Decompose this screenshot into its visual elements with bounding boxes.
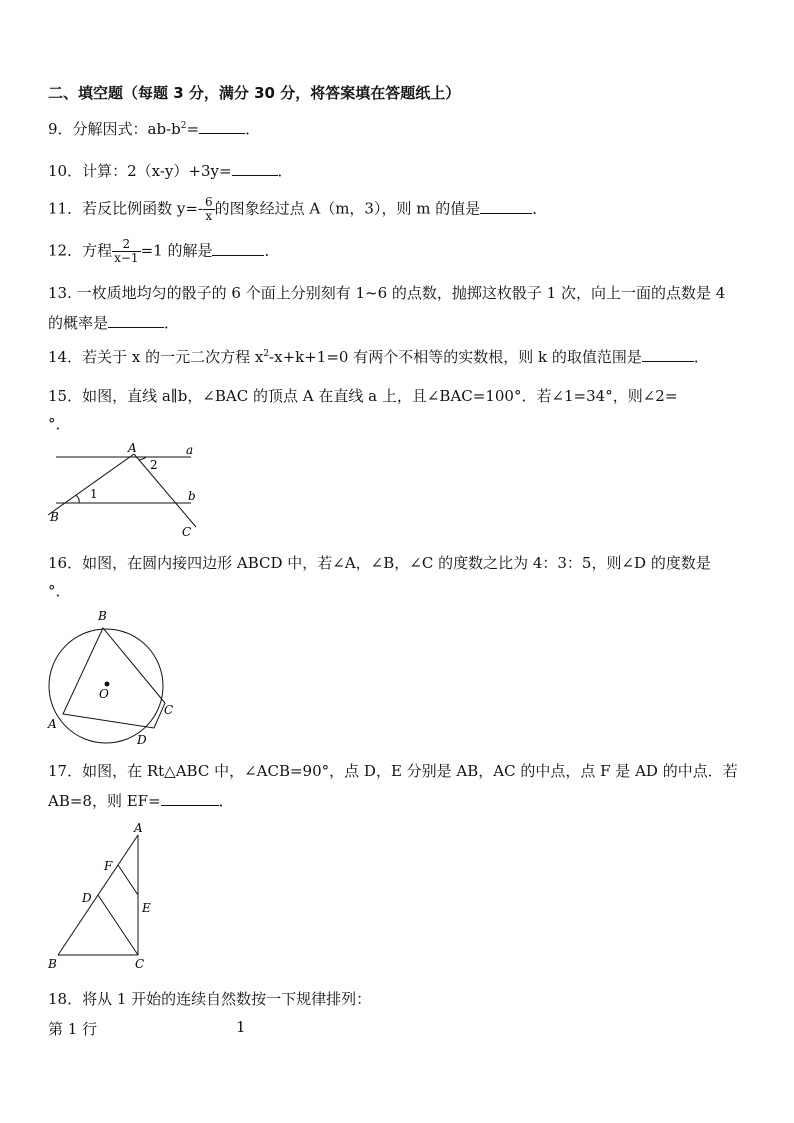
segment-FE xyxy=(118,865,138,895)
row-label: 第 1 行 xyxy=(48,1020,98,1038)
quadrilateral-ABCD xyxy=(63,628,165,728)
q11-fraction xyxy=(203,196,215,223)
row-value: 1 xyxy=(236,1018,246,1036)
q14-middle: -x+k+1=0 有两个不相等的实数根，则 k 的取值范围是 xyxy=(269,348,642,366)
segment-AB xyxy=(48,454,134,515)
q12-middle: =1 的解是 xyxy=(140,241,213,260)
label-F: F xyxy=(104,859,113,873)
figure-17-right-triangle xyxy=(46,820,166,970)
answer-blank xyxy=(108,315,164,328)
question-12 xyxy=(48,238,279,265)
q9-suffix: = xyxy=(186,120,200,138)
q11-end: ． xyxy=(532,199,548,218)
label-D: D xyxy=(82,891,92,905)
q13-end: ． xyxy=(164,314,180,332)
label-C: C xyxy=(164,703,174,717)
label-O: O xyxy=(99,687,109,701)
q10-prefix: 10．计算：2（x-y）+3y= xyxy=(48,162,232,180)
segment-DC xyxy=(98,895,138,955)
question-13-line-1: 13. 一枚质地均匀的骰子的 6 个面上分别刻有 1~6 的点数，抛掷这枚骰子 1 次，向上一面的点数是 4 xyxy=(48,284,726,302)
q11-frac-num: 6 xyxy=(204,195,213,209)
section-heading: 二、填空题（每题 3 分，满分 30 分，将答案填在答题纸上） xyxy=(48,84,461,102)
q13-prefix: 的概率是 xyxy=(48,314,109,332)
label-D: D xyxy=(137,733,147,747)
question-13-line-2 xyxy=(48,312,179,333)
label-E: E xyxy=(142,901,151,915)
q12-fraction xyxy=(112,238,140,265)
q9-prefix: 9．分解因式：ab-b xyxy=(48,120,181,138)
question-18-row-1 xyxy=(48,1018,246,1039)
q9-end: ． xyxy=(245,120,261,138)
label-B: B xyxy=(48,957,57,971)
segment-AC xyxy=(134,454,196,527)
q11-middle: 的图象经过点 A（m，3），则 m 的值是 xyxy=(214,199,481,218)
label-A: A xyxy=(48,717,57,731)
label-A: A xyxy=(128,441,137,455)
q12-end: ． xyxy=(264,241,280,260)
label-B: B xyxy=(98,609,107,623)
answer-blank xyxy=(232,163,278,176)
q17-prefix: AB=8，则 EF= xyxy=(48,792,161,810)
answer-blank xyxy=(161,793,219,806)
q12-frac-num: 2 xyxy=(112,238,140,252)
answer-blank xyxy=(642,349,694,362)
q17-end: ． xyxy=(218,792,234,810)
center-point xyxy=(105,682,110,687)
angle-1-arc xyxy=(76,495,79,503)
label-1: 1 xyxy=(90,487,98,501)
question-14 xyxy=(48,346,709,367)
q14-prefix: 14．若关于 x 的一元二次方程 x xyxy=(48,348,264,366)
question-16-line-1: 16．如图，在圆内接四边形 ABCD 中，若∠A，∠B，∠C 的度数之比为 4：3：5，则∠D 的度数是 xyxy=(48,554,711,572)
q14-end: ． xyxy=(693,348,709,366)
q12-frac-den: x−1 xyxy=(114,251,139,265)
answer-blank xyxy=(480,201,532,214)
question-11 xyxy=(48,196,547,223)
label-2: 2 xyxy=(150,458,158,472)
question-9 xyxy=(48,118,260,139)
question-15-line-2: °． xyxy=(48,415,71,433)
label-b: b xyxy=(188,489,196,503)
answer-blank xyxy=(199,121,245,134)
q9-sup: 2 xyxy=(180,121,187,131)
question-15-line-1: 15．如图，直线 a∥b，∠BAC 的顶点 A 在直线 a 上，且∠BAC=100°．若∠1=34°，则∠2= xyxy=(48,387,678,405)
question-17-line-1: 17．如图，在 Rt△ABC 中，∠ACB=90°，点 D，E 分别是 AB，AC 的中点，点 F 是 AD 的中点．若 xyxy=(48,762,738,780)
figure-15-parallel-lines xyxy=(46,442,206,542)
answer-blank xyxy=(212,243,264,256)
q11-prefix: 11．若反比例函数 y=- xyxy=(48,199,203,218)
label-a: a xyxy=(186,443,194,457)
question-18-line-1: 18．将从 1 开始的连续自然数按一下规律排列： xyxy=(48,990,372,1008)
q14-sup: 2 xyxy=(263,349,270,359)
question-10 xyxy=(48,160,293,181)
label-C: C xyxy=(135,957,145,971)
label-B: B xyxy=(50,510,59,524)
q11-frac-den: x xyxy=(205,209,213,223)
figure-16-inscribed-quadrilateral xyxy=(44,606,184,746)
q12-prefix: 12．方程 xyxy=(48,241,113,260)
label-C: C xyxy=(182,525,192,539)
label-A: A xyxy=(134,821,143,835)
q10-end: ． xyxy=(277,162,293,180)
question-17-line-2 xyxy=(48,790,234,811)
question-16-line-2: °． xyxy=(48,582,71,600)
